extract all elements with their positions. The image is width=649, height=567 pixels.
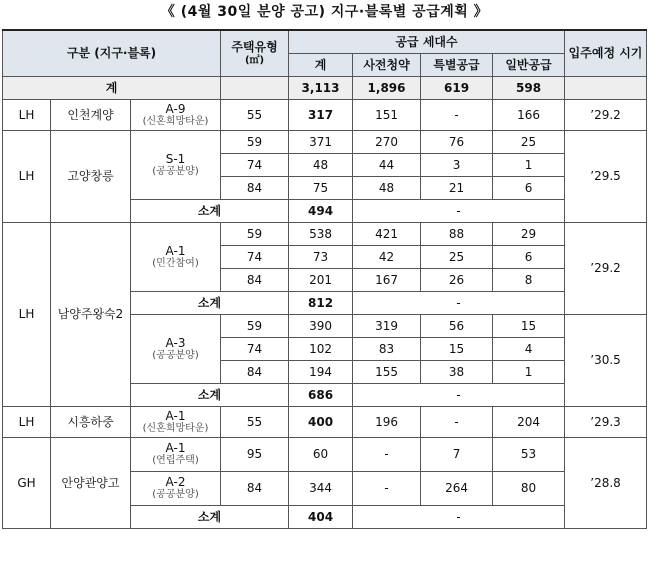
- special-cell: 3: [421, 154, 493, 177]
- page-title: 《 (4월 30일 분양 공고) 지구·블록별 공급계획 》: [160, 4, 489, 20]
- size-cell: 95: [221, 438, 289, 472]
- subtotal-value: 686: [289, 384, 353, 407]
- special-cell: 21: [421, 177, 493, 200]
- block-type: (공공분양): [152, 165, 199, 177]
- block-label: S-1: [165, 151, 186, 166]
- district-cell: 인천계양: [51, 100, 131, 131]
- block-cell: [131, 407, 221, 438]
- special-cell: 88: [421, 223, 493, 246]
- special-cell: 15: [421, 338, 493, 361]
- general-cell: 15: [493, 315, 565, 338]
- district-cell: 안양관양고: [51, 438, 131, 529]
- general-cell: 80: [493, 472, 565, 506]
- special-cell: -: [421, 100, 493, 131]
- block-cell: [131, 100, 221, 131]
- block-type: (신혼희망타운): [142, 422, 209, 434]
- org-cell: LH: [3, 100, 51, 131]
- pre-cell: 270: [353, 131, 421, 154]
- size-cell: 84: [221, 269, 289, 292]
- header-supply-units: 공급 세대수: [289, 30, 565, 54]
- size-cell: 59: [221, 315, 289, 338]
- subtotal-value: 494: [289, 200, 353, 223]
- table-row: [3, 131, 647, 154]
- total-cell: 194: [289, 361, 353, 384]
- block-label: A-3: [165, 335, 186, 350]
- grand-total-move-in: [565, 77, 647, 100]
- block-label: A-2: [165, 475, 186, 489]
- header-pre-subscription: 사전청약: [353, 54, 421, 77]
- size-cell: 84: [221, 361, 289, 384]
- general-cell: 25: [493, 131, 565, 154]
- block-cell: [131, 472, 221, 506]
- total-cell: 73: [289, 246, 353, 269]
- general-cell: 29: [493, 223, 565, 246]
- org-cell: LH: [3, 223, 51, 407]
- subtotal-value: 404: [289, 506, 353, 529]
- general-cell: 6: [493, 177, 565, 200]
- grand-total-label: 계: [3, 77, 221, 100]
- pre-cell: 48: [353, 177, 421, 200]
- grand-total-pre: 1,896: [353, 77, 421, 100]
- total-cell: 400: [289, 407, 353, 438]
- special-cell: 26: [421, 269, 493, 292]
- table-row: [3, 100, 647, 131]
- block-cell: [131, 438, 221, 472]
- total-cell: 75: [289, 177, 353, 200]
- size-cell: 74: [221, 338, 289, 361]
- subtotal-label: 소계: [131, 200, 289, 223]
- block-cell: [131, 131, 221, 200]
- pre-cell: 83: [353, 338, 421, 361]
- subtotal-value: 812: [289, 292, 353, 315]
- subtotal-label: 소계: [131, 506, 289, 529]
- size-cell: 55: [221, 407, 289, 438]
- block-cell: [131, 223, 221, 292]
- total-cell: 390: [289, 315, 353, 338]
- special-cell: 25: [421, 246, 493, 269]
- size-cell: 55: [221, 100, 289, 131]
- move-in-cell: ’29.2: [565, 223, 647, 315]
- move-in-cell: ’28.8: [565, 438, 647, 529]
- total-cell: 344: [289, 472, 353, 506]
- pre-cell: 155: [353, 361, 421, 384]
- subtotal-dash: -: [353, 506, 565, 529]
- header-move-in: 입주예정 시기: [565, 30, 647, 77]
- general-cell: 4: [493, 338, 565, 361]
- block-label: A-9: [165, 101, 186, 116]
- move-in-cell: ’29.3: [565, 407, 647, 438]
- block-type: (연립주택): [152, 455, 199, 466]
- grand-total-blank: [221, 77, 289, 100]
- size-cell: 74: [221, 246, 289, 269]
- general-cell: 53: [493, 438, 565, 472]
- total-cell: 538: [289, 223, 353, 246]
- district-cell: 고양창릉: [51, 131, 131, 223]
- general-cell: 8: [493, 269, 565, 292]
- header-housing-type: [221, 30, 289, 77]
- size-cell: 74: [221, 154, 289, 177]
- general-cell: 1: [493, 154, 565, 177]
- special-cell: 76: [421, 131, 493, 154]
- special-cell: -: [421, 407, 493, 438]
- header-total: 계: [289, 54, 353, 77]
- move-in-cell: ’30.5: [565, 315, 647, 407]
- org-cell: LH: [3, 407, 51, 438]
- header-general: 일반공급: [493, 54, 565, 77]
- block-label: A-1: [165, 408, 186, 423]
- block-label: A-1: [165, 441, 186, 455]
- total-cell: 201: [289, 269, 353, 292]
- table-row: [3, 223, 647, 246]
- move-in-cell: ’29.2: [565, 100, 647, 131]
- org-cell: GH: [3, 438, 51, 529]
- total-cell: 60: [289, 438, 353, 472]
- subtotal-label: 소계: [131, 292, 289, 315]
- subtotal-dash: -: [353, 200, 565, 223]
- pre-cell: 167: [353, 269, 421, 292]
- table-row: [3, 438, 647, 472]
- header-housing-unit: (㎡): [244, 54, 265, 66]
- special-cell: 38: [421, 361, 493, 384]
- size-cell: 84: [221, 472, 289, 506]
- general-cell: 204: [493, 407, 565, 438]
- grand-total-total: 3,113: [289, 77, 353, 100]
- size-cell: 84: [221, 177, 289, 200]
- supply-plan-table: [2, 29, 647, 529]
- header-housing-type-label: 주택유형: [231, 39, 278, 54]
- block-label: A-1: [165, 243, 186, 258]
- pre-cell: 196: [353, 407, 421, 438]
- block-cell: [131, 315, 221, 384]
- total-cell: 371: [289, 131, 353, 154]
- district-cell: 시흥하중: [51, 407, 131, 438]
- pre-cell: 151: [353, 100, 421, 131]
- grand-total-row: [3, 77, 647, 100]
- general-cell: 6: [493, 246, 565, 269]
- grand-total-general: 598: [493, 77, 565, 100]
- special-cell: 264: [421, 472, 493, 506]
- block-type: (공공분양): [152, 489, 199, 500]
- block-type: (공공분양): [152, 349, 199, 361]
- special-cell: 56: [421, 315, 493, 338]
- org-cell: LH: [3, 131, 51, 223]
- move-in-cell: ’29.5: [565, 131, 647, 223]
- total-cell: 102: [289, 338, 353, 361]
- total-cell: 317: [289, 100, 353, 131]
- district-cell: 남양주왕숙2: [51, 223, 131, 407]
- table-row: [3, 407, 647, 438]
- subtotal-dash: -: [353, 384, 565, 407]
- subtotal-dash: -: [353, 292, 565, 315]
- block-type: (신혼희망타운): [142, 115, 209, 127]
- general-cell: 166: [493, 100, 565, 131]
- pre-cell: 319: [353, 315, 421, 338]
- block-type: (민간참여): [152, 257, 199, 269]
- pre-cell: 44: [353, 154, 421, 177]
- grand-total-special: 619: [421, 77, 493, 100]
- pre-cell: -: [353, 472, 421, 506]
- header-special: 특별공급: [421, 54, 493, 77]
- pre-cell: -: [353, 438, 421, 472]
- pre-cell: 42: [353, 246, 421, 269]
- general-cell: 1: [493, 361, 565, 384]
- size-cell: 59: [221, 131, 289, 154]
- total-cell: 48: [289, 154, 353, 177]
- pre-cell: 421: [353, 223, 421, 246]
- header-division: 구분 (지구·블록): [3, 30, 221, 77]
- subtotal-label: 소계: [131, 384, 289, 407]
- special-cell: 7: [421, 438, 493, 472]
- size-cell: 59: [221, 223, 289, 246]
